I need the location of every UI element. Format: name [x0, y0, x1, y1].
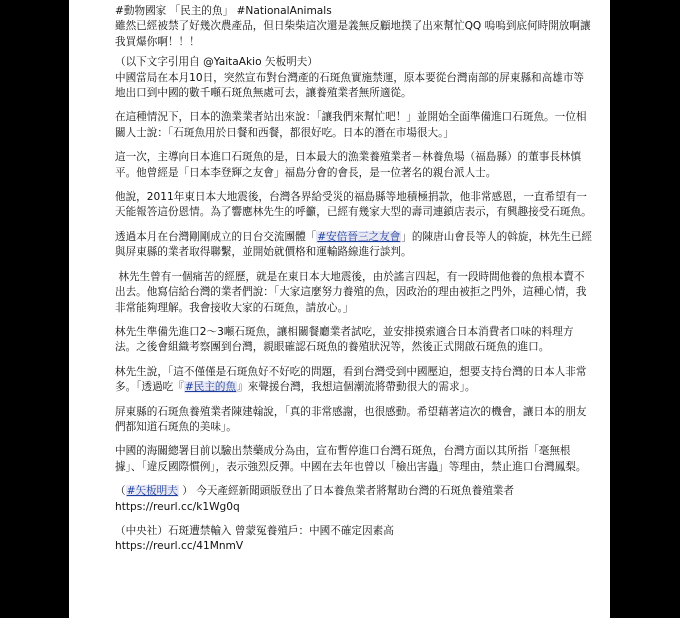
paragraph-8: 林先生說，「這不僅僅是石斑魚好不好吃的問題，看到台灣受到中國壓迫，想要支持台灣的日本人非常多。「透過吃『#民主的魚』來聲援台灣，我想這個潮流將帶動很大的需求」。: [115, 365, 587, 394]
hashtag-line: #動物國家 「民主的魚」 #NationalAnimals: [115, 5, 332, 17]
hashtag-link-abe-friends[interactable]: #安倍晉三之友會: [317, 230, 401, 243]
paragraph-5: 透過本月在台灣剛剛成立的日台交流團體「#安倍晉三之友會」的陳唐山會長等人的斡旋，林先生已經與屏東縣的業者取得聯繫，並開始就價格和運輸路線進行談判。: [115, 230, 593, 259]
paragraph-3: 這一次，主導向日本進口石斑魚的是，日本最大的漁業養殖業者－林養魚場（福島縣）的董事長林慎平。他曾經是「日本李登輝之友會」福島分會的會長，是一位著名的親台派人士。: [115, 151, 582, 179]
link-block-1-text: （#矢板明夫 ） 今天產經新聞頭版登出了日本養魚業者將幫助台灣的石斑魚養殖業者: [115, 485, 514, 498]
paragraph-1: 中國當局在本月10日，突然宣布對台灣產的石斑魚實施禁運，原本要從台灣南部的屏東縣和高雄市等地出口到中國的數千噸石斑魚無處可去，讓養殖業者無所適從。: [115, 71, 585, 100]
paragraph-2: 在這種情況下，日本的漁業業者站出來說：「讓我們來幫忙吧！」並開始全面準備進口石斑魚。一位相關人士說：「石斑魚用於日餐和西餐，都很好吃。日本的潛在市場很大。」: [115, 111, 587, 139]
intro-text: 雖然已經被禁了好幾次農產品，但日柴柴這次還是義無反顧地撲了出來幫忙QQ 嗚嗚到底何時開放啊讓我買爆你啊！！！: [115, 20, 591, 48]
paragraph-7: 林先生準備先進口2～3噸石斑魚，讓相關餐廳業者試吃，並安排摸索適合日本消費者口味的料理方法。之後會組織考察團到台灣，親眼確認石斑魚的養殖狀況等，然後正式開啟石斑魚的進口。: [115, 325, 574, 354]
post-content: [115, 4, 593, 555]
post-page: [69, 0, 610, 618]
paragraph-9: 屏東縣的石斑魚養殖業者陳建翰說，「真的非常感謝，也很感動。希望藉著這次的機會，讓日本的朋友們都知道石斑魚的美味」。: [115, 405, 587, 433]
link-block-2-text: （中央社）石斑遭禁輸入 曾蒙冤養殖戶：中國不確定因素高: [115, 524, 394, 537]
paragraph-6: 林先生曾有一個痛苦的經歷，就是在東日本大地震後，由於謠言四起，有一段時間他養的魚根本賣不出去。他寫信給台灣的業者們說：「大家這麼努力養殖的魚，因政治的理由被拒之門外，這種心情，我非常能夠理解。我會接收大家的石斑魚，請放心。」: [115, 270, 587, 314]
quote-attribution: （以下文字引用自 @YaitaAkio 矢板明夫）: [115, 56, 318, 69]
paragraph-10: 中國的海關總署目前以驗出禁藥成分為由，宣布暫停進口台灣石斑魚，台灣方面以其所指「毫無根據」、「違反國際慣例」，表示強烈反彈。中國在去年也曾以「檢出害蟲」等理由，禁止進口台灣鳳梨。: [115, 445, 587, 473]
link-1-url[interactable]: https://reurl.cc/k1Wg0q: [115, 500, 240, 513]
hashtag-link-democracy-fish[interactable]: #民主的魚: [184, 381, 237, 394]
link-2-url[interactable]: https://reurl.cc/41MnmV: [115, 540, 244, 553]
hashtag-link-yaita[interactable]: #矢板明夫: [126, 485, 178, 498]
paragraph-4: 他說，2011年東日本大地震後，台灣各界給受災的福島縣等地積極捐款，他非常感恩，一直希望有一天能報答這份恩情。為了響應林先生的呼籲，已經有幾家大型的壽司連鎖店表示，有興趣接受石斑魚。: [115, 191, 592, 219]
